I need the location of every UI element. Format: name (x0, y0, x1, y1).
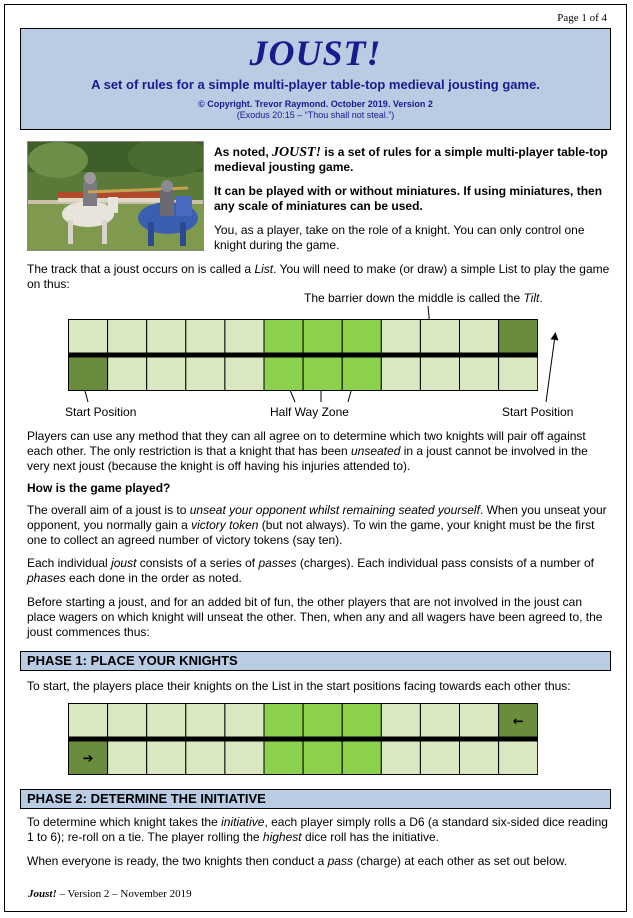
list-cell (186, 357, 225, 391)
list-cell (186, 320, 225, 354)
list-cell (342, 320, 381, 354)
start-position-left-label: Start Position (65, 405, 137, 419)
list-cell (303, 357, 342, 391)
phase1-text: To start, the players place their knights on the List in the start positions facing towards each other thus: (27, 679, 571, 693)
list-cell (420, 320, 459, 354)
knight-arrow-right-icon: ➔ (82, 751, 94, 767)
list-cell (342, 741, 381, 775)
footer-version: – Version 2 – November 2019 (56, 888, 192, 900)
footer-title: Joust! (28, 888, 57, 900)
list-cell (147, 357, 186, 391)
list-diagram-1 (68, 319, 538, 396)
half-way-zone-label: Half Way Zone (270, 405, 349, 419)
how-heading: How is the game played? (27, 481, 171, 495)
list-cell (108, 704, 147, 738)
list-paragraph: The track that a joust occurs on is called a List. You will need to make (or draw) a simple List to play the game on thus: (27, 262, 610, 291)
list-cell (499, 741, 538, 775)
phase1-heading: PHASE 1: PLACE YOUR KNIGHTS (20, 651, 611, 671)
list-cell (420, 357, 459, 391)
list-cell (69, 320, 108, 354)
list-cell (460, 357, 499, 391)
copyright: © Copyright. Trevor Raymond. October 2019. Version 2 (198, 99, 433, 109)
list-cell (264, 357, 303, 391)
list-cell (147, 704, 186, 738)
list-cell (460, 320, 499, 354)
list-cell (69, 704, 108, 738)
list-cell (225, 357, 264, 391)
intro-paragraph-3: You, as a player, take on the role of a knight. You can only control one knight during the game. (214, 223, 585, 252)
list-cell (186, 741, 225, 775)
list-cell (69, 357, 108, 391)
list-cell (342, 357, 381, 391)
list-cell (499, 357, 538, 391)
list-cell (264, 320, 303, 354)
list-cell (147, 320, 186, 354)
intro-joust-name: JOUST! (272, 145, 322, 160)
players-paragraph: Players can use any method that they can all agree on to determine which two knights will pair off against each other. The only restriction is that a knight that has been unseated in a joust cannot be involved in the very next joust (because the knight is off having his injuries attended to). (27, 429, 588, 473)
phase2-paragraph-2: When everyone is ready, the two knights then conduct a pass (charge) at each other as set out below. (27, 854, 568, 868)
tilt-barrier (68, 353, 538, 358)
list-cell (381, 741, 420, 775)
list-cell (303, 320, 342, 354)
passes-paragraph: Each individual joust consists of a series of passes (charges). Each individual pass consists of a number of phases each done in the order as noted. (27, 556, 594, 585)
page-number: Page 1 of 4 (557, 12, 607, 24)
list-cell (420, 741, 459, 775)
list-cell (108, 741, 147, 775)
list-cell (108, 357, 147, 391)
aim-paragraph: The overall aim of a joust is to unseat your opponent whilst remaining seated yourself. When you unseat your opponent, you normally gain a victory token (but not always). To win the game, your knight must be the first one to collect an agreed number of victory tokens (say ten). (27, 503, 607, 547)
phase2-paragraph-1: To determine which knight takes the initiative, each player simply rolls a D6 (a standard six-sided dice reading 1 to 6); re-roll on a tie. The player rolling the highest dice roll has the initiative. (27, 815, 608, 844)
list-cell (499, 320, 538, 354)
list-cell (303, 704, 342, 738)
list-cell (264, 741, 303, 775)
list-cell (342, 704, 381, 738)
list-cell (147, 741, 186, 775)
wager-paragraph: Before starting a joust, and for an added bit of fun, the other players that are not involved in the joust can place wagers on which knight will unseat the other. Then, when any and all wagers have been agreed to, the joust commences thus: (27, 595, 603, 639)
knight-arrow-left-icon: ← (512, 714, 524, 730)
tilt-label: The barrier down the middle is called the Tilt. (304, 291, 543, 305)
list-cell (420, 704, 459, 738)
list-cell (186, 704, 225, 738)
start-position-right-label: Start Position (502, 405, 574, 419)
list-cell (460, 741, 499, 775)
list-diagram-2 (68, 703, 538, 780)
subtitle: A set of rules for a simple multi-player table-top medieval jousting game. (91, 77, 540, 92)
list-cell (225, 741, 264, 775)
page-title: JOUST! (249, 33, 382, 73)
list-cell (381, 320, 420, 354)
phase2-heading: PHASE 2: DETERMINE THE INITIATIVE (20, 789, 611, 809)
intro-paragraph-1: As noted, JOUST! is a set of rules for a simple multi-player table-top medieval jousting game. (214, 145, 608, 174)
list-cell (460, 704, 499, 738)
list-cell (381, 704, 420, 738)
footer (28, 888, 192, 900)
list-cell (225, 320, 264, 354)
start-right-arrow (546, 336, 555, 402)
exodus-quote: (Exodus 20:15 – “Thou shall not steal.”) (236, 110, 395, 120)
list-cell (381, 357, 420, 391)
intro-paragraph-2: It can be played with or without miniatures. If using miniatures, then any scale of miniatures can be used. (214, 184, 603, 213)
tilt-barrier (68, 737, 538, 742)
list-cell (303, 741, 342, 775)
list-cell (264, 704, 303, 738)
list-cell (225, 704, 264, 738)
list-cell (108, 320, 147, 354)
